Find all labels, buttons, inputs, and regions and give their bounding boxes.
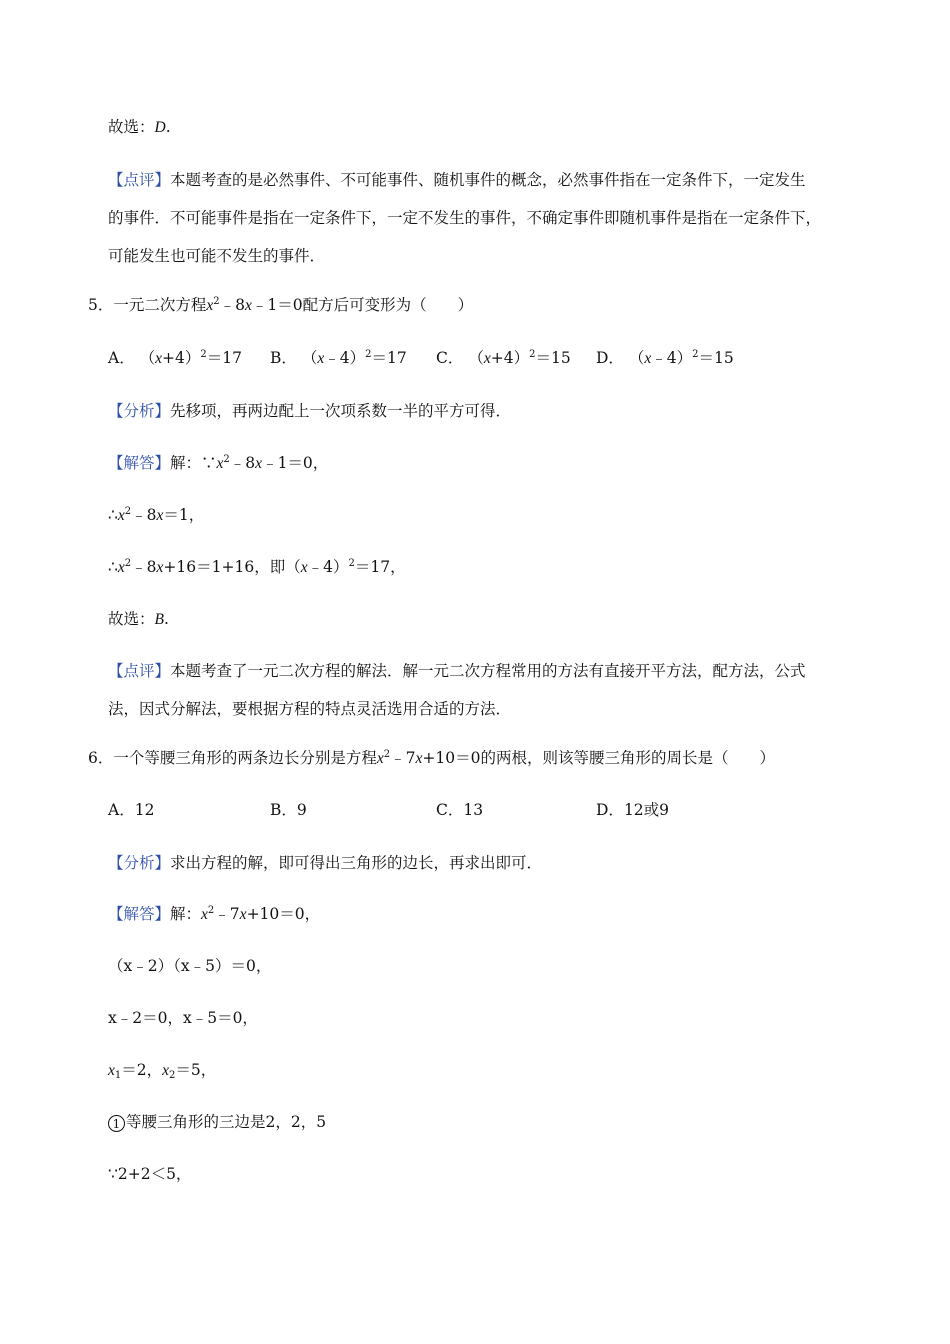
comment-line	[108, 170, 806, 190]
option-c[interactable]	[436, 800, 483, 820]
option-a[interactable]	[108, 348, 242, 369]
analysis-tag: 【分析】	[108, 402, 171, 420]
solution-text: ﹣1＝0，	[262, 454, 329, 472]
solution-text: ＝5，	[175, 1061, 217, 1079]
subscript: 1	[114, 1070, 122, 1081]
var-x: x	[117, 507, 125, 524]
option-d[interactable]	[596, 348, 734, 369]
comment-line	[108, 699, 511, 719]
question-text: 一个等腰三角形的两条边长分别是方程	[113, 749, 377, 767]
analysis-line	[108, 401, 511, 421]
var-x: x	[483, 350, 491, 367]
var-x: x	[156, 507, 164, 524]
option-letter: C．	[436, 349, 464, 367]
var-x: x	[201, 906, 208, 923]
option-part: +4）	[490, 349, 530, 367]
comment-text: 的事件．不可能事件是指在一定条件下，一定不发生的事件，不确定事件即随机事件是指在一定条件下，	[108, 209, 822, 227]
analysis-text: 先移项，再两边配上一次项系数一半的平方可得．	[170, 402, 512, 420]
comment-text: 可能发生也可能不发生的事件．	[108, 247, 326, 265]
exponent: 2	[529, 349, 536, 360]
var-x: x	[317, 350, 325, 367]
option-part: ＝15	[698, 349, 734, 367]
answer-line	[108, 609, 169, 630]
solution-tag: 【解答】	[108, 454, 171, 472]
solution-text: ﹣8	[229, 454, 256, 472]
answer-letter: D	[154, 119, 166, 136]
solution-line	[108, 1008, 258, 1028]
exponent: 2	[348, 558, 355, 569]
option-value: 12或9	[623, 801, 670, 819]
solution-text: ＝17，	[354, 558, 406, 576]
solution-text: ∵2+2＜5，	[108, 1165, 192, 1183]
question-text: 配方后可变形为（ ）	[302, 296, 474, 314]
exponent: 2	[383, 749, 391, 760]
solution-text: ∴	[108, 506, 118, 524]
circled-number-marker: 1	[108, 1115, 125, 1132]
solution-line	[108, 1060, 216, 1081]
solution-line	[108, 557, 406, 578]
var-x: x	[162, 1062, 170, 1079]
option-part: （	[468, 349, 484, 367]
solution-line	[108, 1164, 191, 1184]
exponent: 2	[207, 905, 215, 916]
option-letter: A．	[108, 349, 135, 367]
option-part: （	[628, 349, 645, 367]
solution-line	[108, 956, 271, 976]
solution-text: x﹣2＝0，x﹣5＝0，	[108, 1009, 258, 1027]
eq-part: ﹣7	[390, 749, 416, 767]
solution-text: ＝2，	[121, 1061, 163, 1079]
solution-line	[108, 505, 204, 526]
answer-letter: B	[154, 611, 164, 628]
option-value: 9	[296, 801, 307, 819]
analysis-text: 求出方程的解，即可得出三角形的边长，再求出即可．	[170, 854, 543, 872]
solution-text: 解：∵	[170, 454, 217, 472]
exponent: 2	[365, 349, 372, 360]
question-5-stem	[88, 295, 473, 316]
question-text: 一元二次方程	[113, 296, 207, 314]
option-value: 13	[463, 801, 484, 819]
analysis-tag: 【分析】	[108, 854, 171, 872]
var-x: x	[206, 297, 214, 314]
exponent: 2	[200, 349, 207, 360]
option-part: ＝15	[535, 349, 571, 367]
option-b[interactable]	[270, 348, 407, 369]
option-letter: B．	[270, 801, 297, 819]
var-x: x	[156, 559, 164, 576]
exponent: 2	[692, 349, 699, 360]
option-c[interactable]	[436, 348, 571, 369]
solution-text: （x﹣2）（x﹣5）＝0，	[108, 957, 272, 975]
comment-line	[108, 661, 806, 681]
question-text: 的两根，则该等腰三角形的周长是（ ）	[480, 749, 776, 767]
var-x: x	[117, 559, 125, 576]
answer-prefix: 故选：	[108, 610, 155, 628]
var-x: x	[155, 350, 163, 367]
var-x: x	[239, 906, 247, 923]
eq-part: ﹣8	[219, 296, 246, 314]
var-x: x	[300, 559, 308, 576]
comment-line	[108, 208, 821, 228]
solution-text: ＝1，	[163, 506, 205, 524]
question-number: 6．	[88, 749, 114, 767]
comment-tag: 【点评】	[108, 171, 171, 189]
eq-part: +10＝0	[422, 749, 481, 767]
option-part: （	[139, 349, 156, 367]
option-part: （	[301, 349, 318, 367]
analysis-line	[108, 853, 542, 873]
var-x: x	[245, 297, 252, 314]
eq-part: ﹣1＝0	[251, 296, 303, 314]
answer-suffix: .	[163, 610, 169, 628]
option-part: ﹣4）	[651, 349, 693, 367]
solution-line	[108, 453, 328, 474]
comment-tag: 【点评】	[108, 662, 171, 680]
solution-text: 解：	[170, 905, 202, 923]
var-x: x	[108, 1062, 115, 1079]
option-part: ＝17	[371, 349, 407, 367]
var-x: x	[376, 750, 384, 767]
solution-text: ﹣8	[131, 506, 157, 524]
solution-text: +10＝0，	[246, 905, 321, 923]
option-part: ﹣4）	[324, 349, 366, 367]
exponent: 2	[213, 296, 220, 307]
solution-text: ∴	[108, 558, 118, 576]
question-6-stem	[88, 748, 775, 769]
exponent: 2	[223, 454, 230, 465]
option-value: 12	[134, 801, 155, 819]
comment-text: 法，因式分解法，要根据方程的特点灵活选用合适的方法．	[108, 700, 512, 718]
option-letter: A．	[108, 801, 135, 819]
var-x: x	[255, 455, 263, 472]
option-letter: B．	[270, 349, 297, 367]
var-x: x	[216, 455, 224, 472]
option-letter: D．	[596, 801, 624, 819]
subscript: 2	[169, 1070, 176, 1081]
option-letter: C．	[436, 801, 464, 819]
answer-suffix: .	[165, 118, 171, 136]
exponent: 2	[124, 506, 132, 517]
solution-line	[108, 904, 320, 925]
option-part: ＝17	[206, 349, 243, 367]
option-letter: D．	[596, 349, 624, 367]
solution-text: ﹣7	[214, 905, 240, 923]
option-b[interactable]	[270, 800, 307, 820]
solution-line	[108, 1112, 326, 1132]
solution-text: +16＝1+16，即（	[163, 558, 301, 576]
answer-line	[108, 117, 171, 138]
question-number: 5．	[88, 296, 114, 314]
comment-text: 本题考查的是必然事件、不可能事件、随机事件的概念，必然事件指在一定条件下，一定发生	[170, 171, 806, 189]
solution-text: 等腰三角形的三边是2，2，5	[126, 1113, 327, 1131]
exponent: 2	[124, 558, 132, 569]
solution-tag: 【解答】	[108, 905, 171, 923]
solution-text: ﹣8	[131, 558, 157, 576]
option-d[interactable]	[596, 800, 669, 820]
var-x: x	[415, 750, 423, 767]
var-x: x	[644, 350, 652, 367]
comment-line	[108, 246, 325, 266]
option-part: +4）	[162, 349, 201, 367]
comment-text: 本题考查了一元二次方程的解法．解一元二次方程常用的方法有直接开平方法，配方法，公式	[170, 662, 806, 680]
answer-prefix: 故选：	[108, 118, 155, 136]
solution-text: ﹣4）	[307, 558, 349, 576]
option-a[interactable]	[108, 800, 154, 820]
